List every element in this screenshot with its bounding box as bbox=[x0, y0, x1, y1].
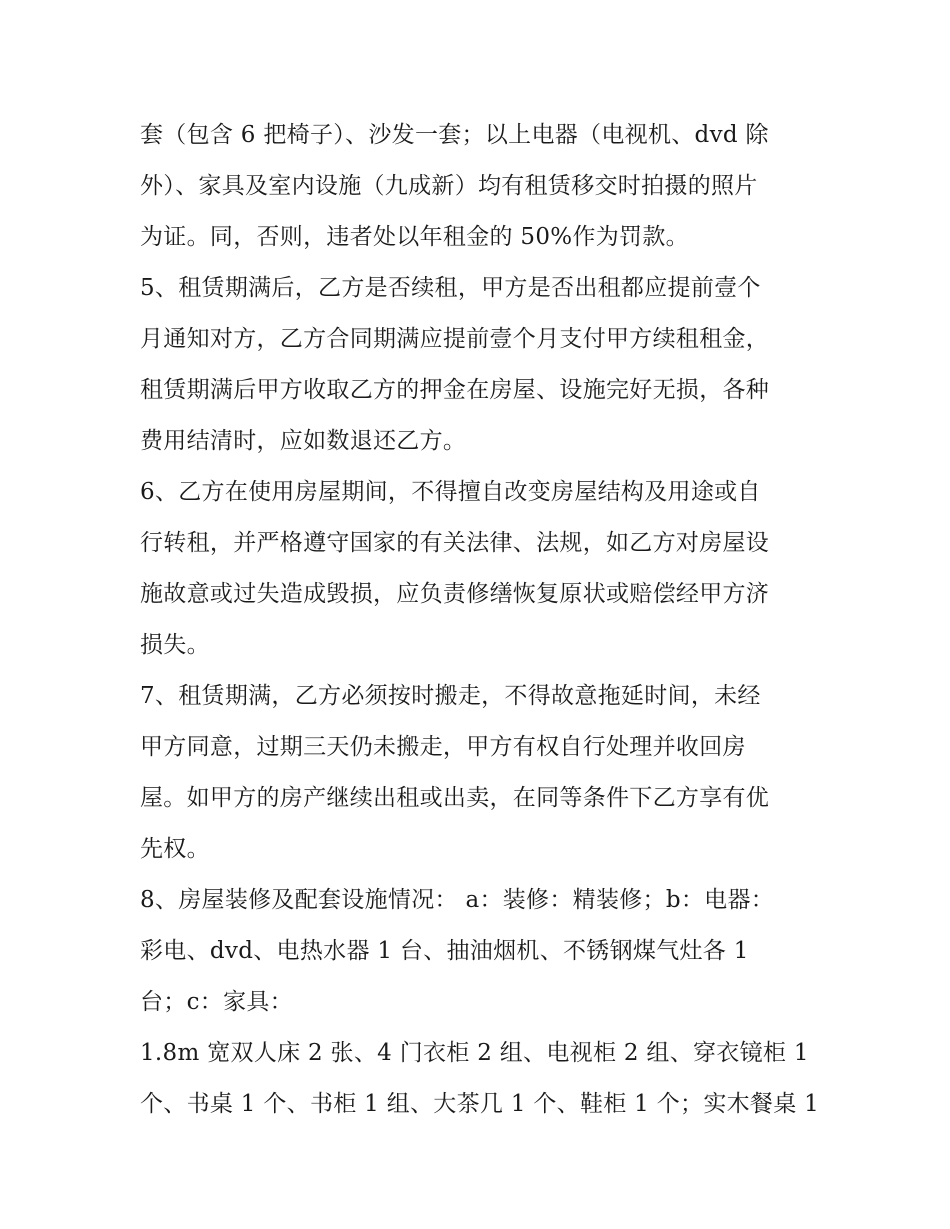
text-line: 租赁期满后甲方收取乙方的押金在房屋、设施完好无损，各种 bbox=[140, 377, 770, 403]
text-line: 费用结清时，应如数退还乙方。 bbox=[140, 428, 467, 454]
text-line: 1.8m 宽双人床 2 张、4 门衣柜 2 组、电视柜 2 组、穿衣镜柜 1 bbox=[140, 1040, 809, 1066]
clause-5-line: 5、租赁期满后，乙方是否续租，甲方是否出租都应提前壹个 bbox=[140, 275, 761, 301]
text-line: 先权。 bbox=[140, 836, 210, 862]
clause-8-line: 8、房屋装修及配套设施情况： a：装修：精装修；b：电器： bbox=[140, 887, 775, 913]
text-line: 彩电、dvd、电热水器 1 台、抽油烟机、不锈钢煤气灶各 1 bbox=[140, 938, 749, 964]
text-line: 损失。 bbox=[140, 632, 210, 658]
text-line: 行转租，并严格遵守国家的有关法律、法规，如乙方对房屋设 bbox=[140, 530, 770, 556]
document-body bbox=[140, 110, 830, 1130]
text-line: 月通知对方，乙方合同期满应提前壹个月支付甲方续租租金， bbox=[140, 326, 770, 352]
clause-6-line: 6、乙方在使用房屋期间，不得擅自改变房屋结构及用途或自 bbox=[140, 479, 761, 505]
text-line: 甲方同意，过期三天仍未搬走，甲方有权自行处理并收回房 bbox=[140, 734, 746, 760]
text-line: 为证。同，否则，违者处以年租金的 50%作为罚款。 bbox=[140, 224, 689, 250]
text-line: 个、书桌 1 个、书柜 1 组、大茶几 1 个、鞋柜 1 个；实木餐桌 1 bbox=[140, 1091, 820, 1117]
text-line: 屋。如甲方的房产继续出租或出卖，在同等条件下乙方享有优 bbox=[140, 785, 770, 811]
text-line: 套（包含 6 把椅子）、沙发一套；以上电器（电视机、dvd 除 bbox=[140, 122, 769, 148]
clause-7-line: 7、租赁期满，乙方必须按时搬走，不得故意拖延时间，未经 bbox=[140, 683, 761, 709]
text-line: 外）、家具及室内设施（九成新）均有租赁移交时拍摄的照片 bbox=[140, 173, 758, 199]
text-line: 台；c：家具： bbox=[140, 989, 293, 1015]
text-line: 施故意或过失造成毁损，应负责修缮恢复原状或赔偿经甲方济 bbox=[140, 581, 770, 607]
